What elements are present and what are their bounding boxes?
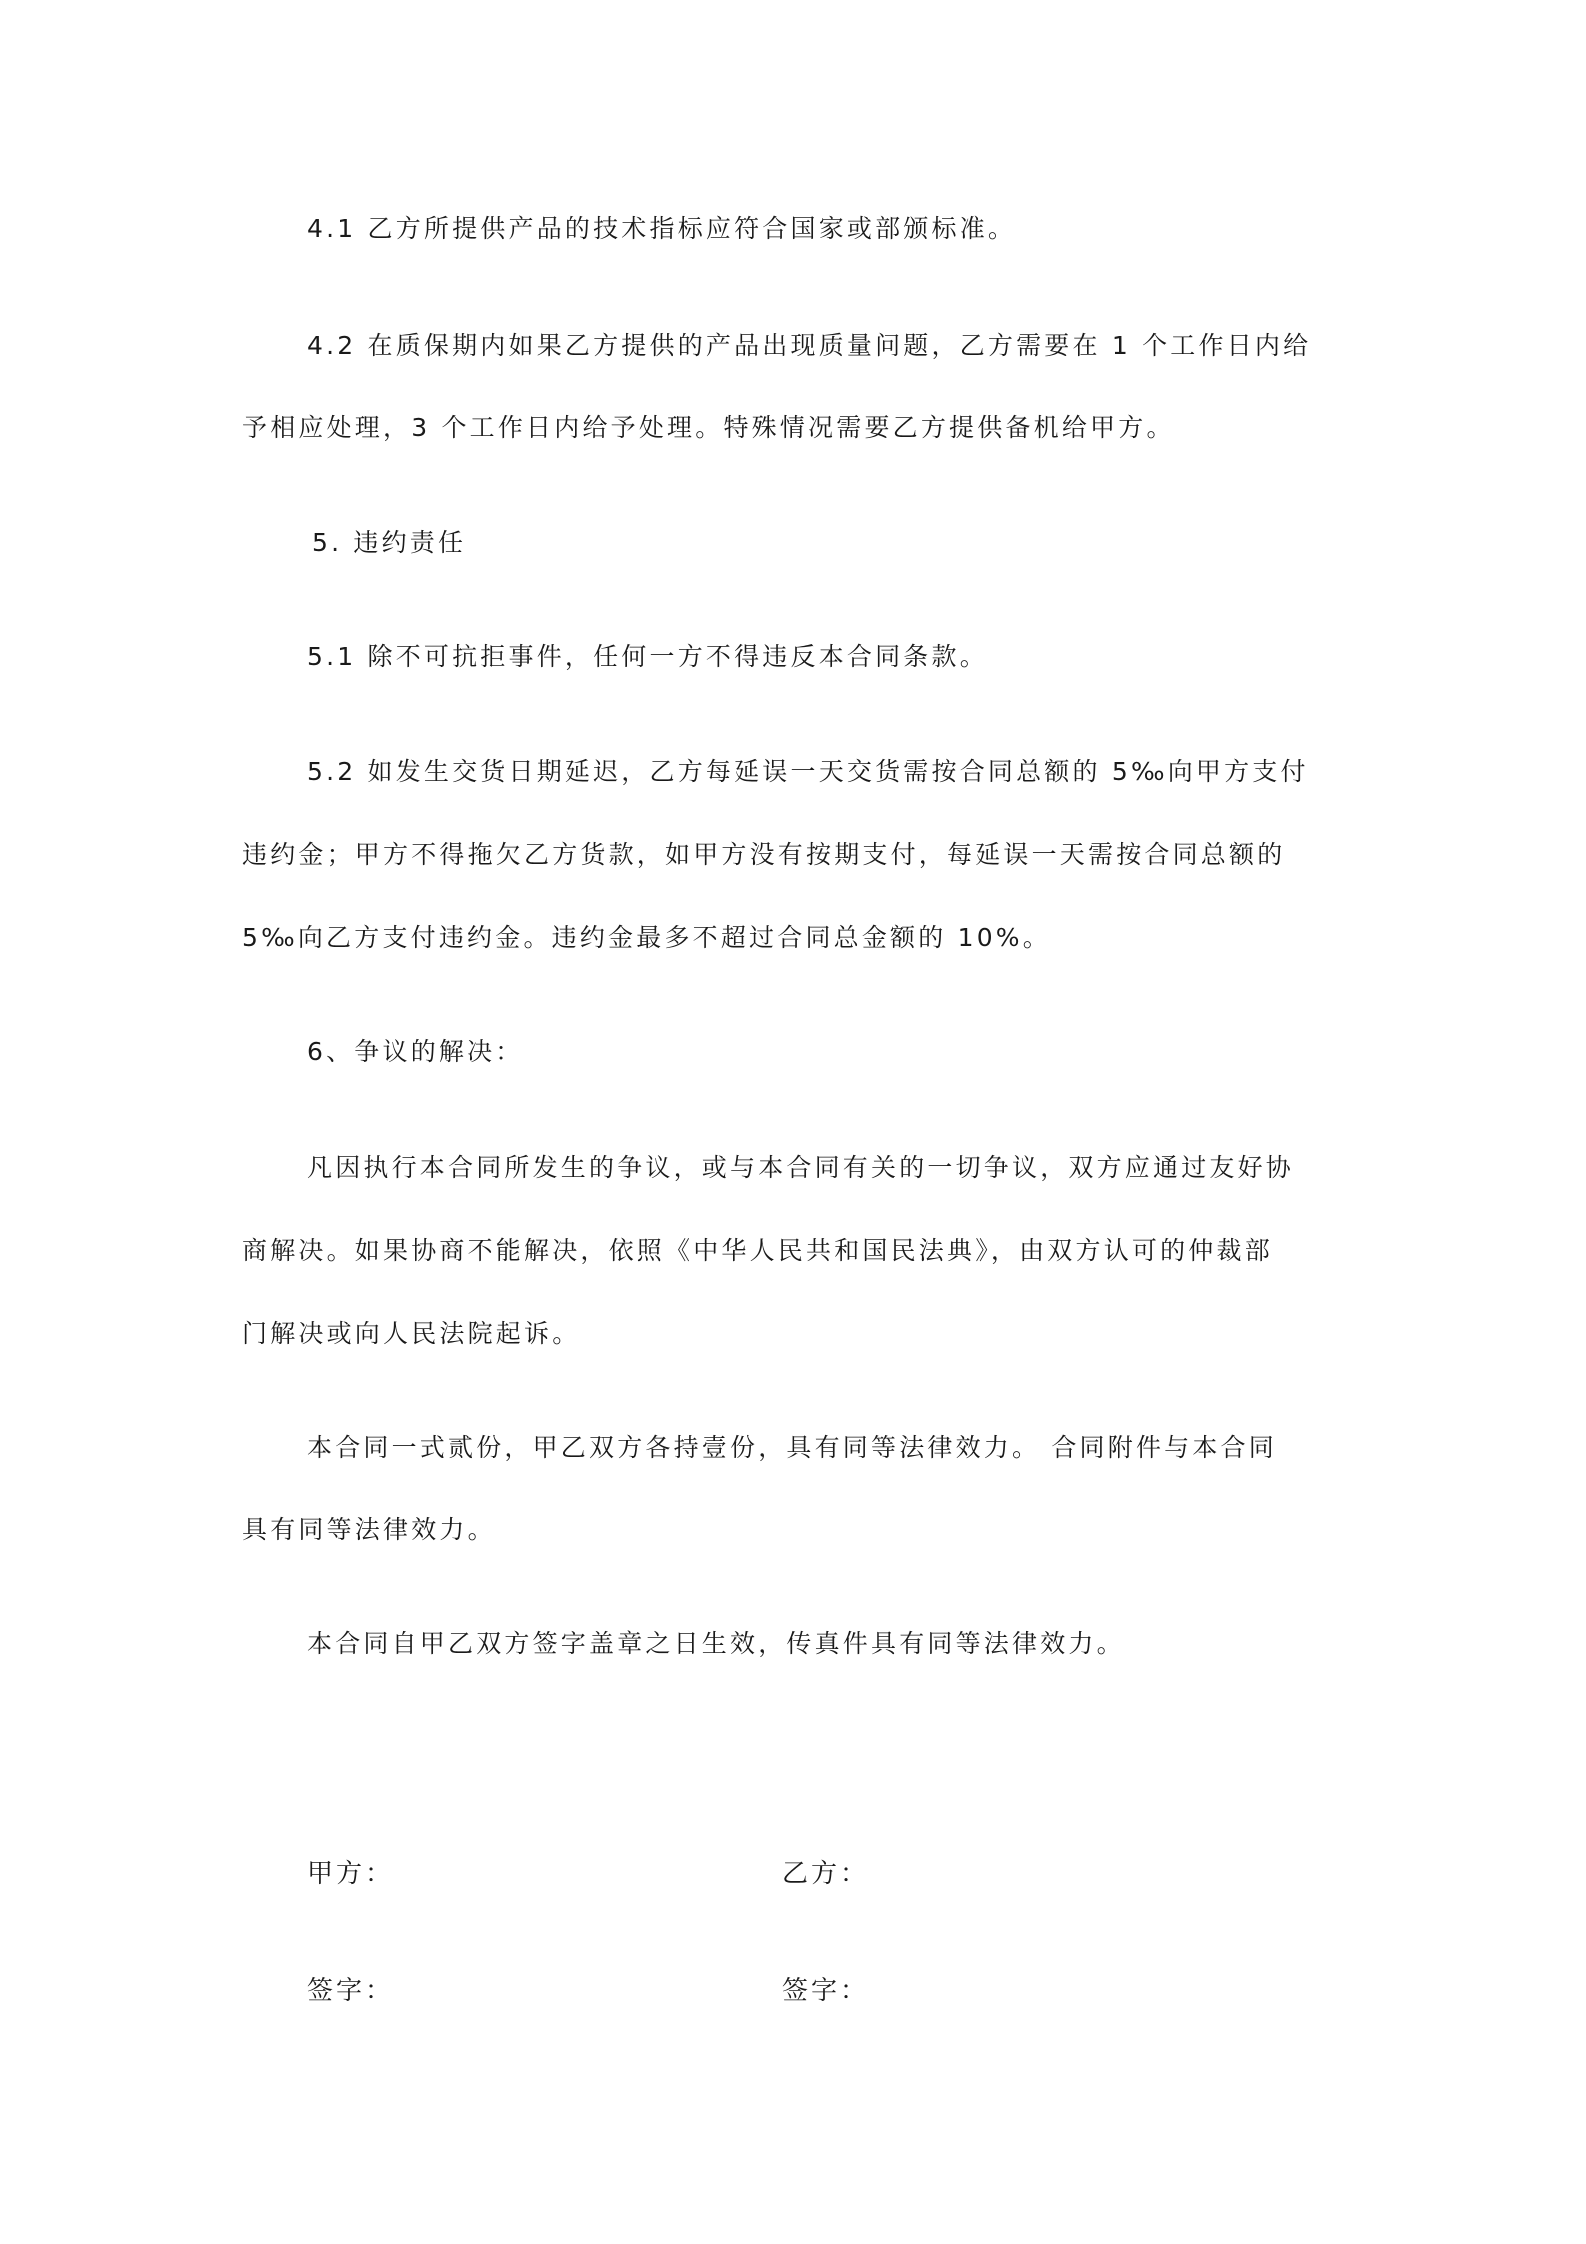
clause-5-2-line-2: 违约金；甲方不得拖欠乙方货款，如甲方没有按期支付，每延误一天需按合同总额的 [242,840,1286,869]
heading-dispute-resolution: 6、争议的解决： [307,1037,524,1066]
clause-5-2-line-1: 5.2 如发生交货日期延迟，乙方每延误一天交货需按合同总额的 5‰向甲方支付 [307,757,1309,786]
copies-line-2: 具有同等法律效力。 [242,1515,496,1544]
signature-b-label: 签字： [782,1976,870,2006]
heading-breach-liability: 5. 违约责任 [312,528,467,557]
clause-4-1: 4.1 乙方所提供产品的技术指标应符合国家或部颁标准。 [307,214,1017,243]
dispute-line-2: 商解决。如果协商不能解决，依照《中华人民共和国民法典》，由双方认可的仲裁部 [242,1236,1273,1265]
dispute-line-1: 凡因执行本合同所发生的争议，或与本合同有关的一切争议，双方应通过友好协 [307,1153,1295,1182]
dispute-line-3: 门解决或向人民法院起诉。 [242,1319,581,1348]
copies-line-1: 本合同一式贰份，甲乙双方各持壹份，具有同等法律效力。 合同附件与本合同 [307,1433,1277,1462]
effective-clause: 本合同自甲乙双方签字盖章之日生效，传真件具有同等法律效力。 [307,1629,1125,1658]
party-a-label: 甲方： [307,1859,395,1889]
clause-4-2-line-2: 予相应处理，3 个工作日内给予处理。特殊情况需要乙方提供备机给甲方。 [242,413,1175,442]
clause-4-2-line-1: 4.2 在质保期内如果乙方提供的产品出现质量问题，乙方需要在 1 个工作日内给 [307,331,1312,360]
party-b-label: 乙方： [782,1859,870,1889]
clause-5-2-line-3: 5‰向乙方支付违约金。违约金最多不超过合同总金额的 10%。 [242,923,1051,952]
clause-5-1: 5.1 除不可抗拒事件，任何一方不得违反本合同条款。 [307,642,988,671]
signature-a-label: 签字： [307,1976,395,2006]
